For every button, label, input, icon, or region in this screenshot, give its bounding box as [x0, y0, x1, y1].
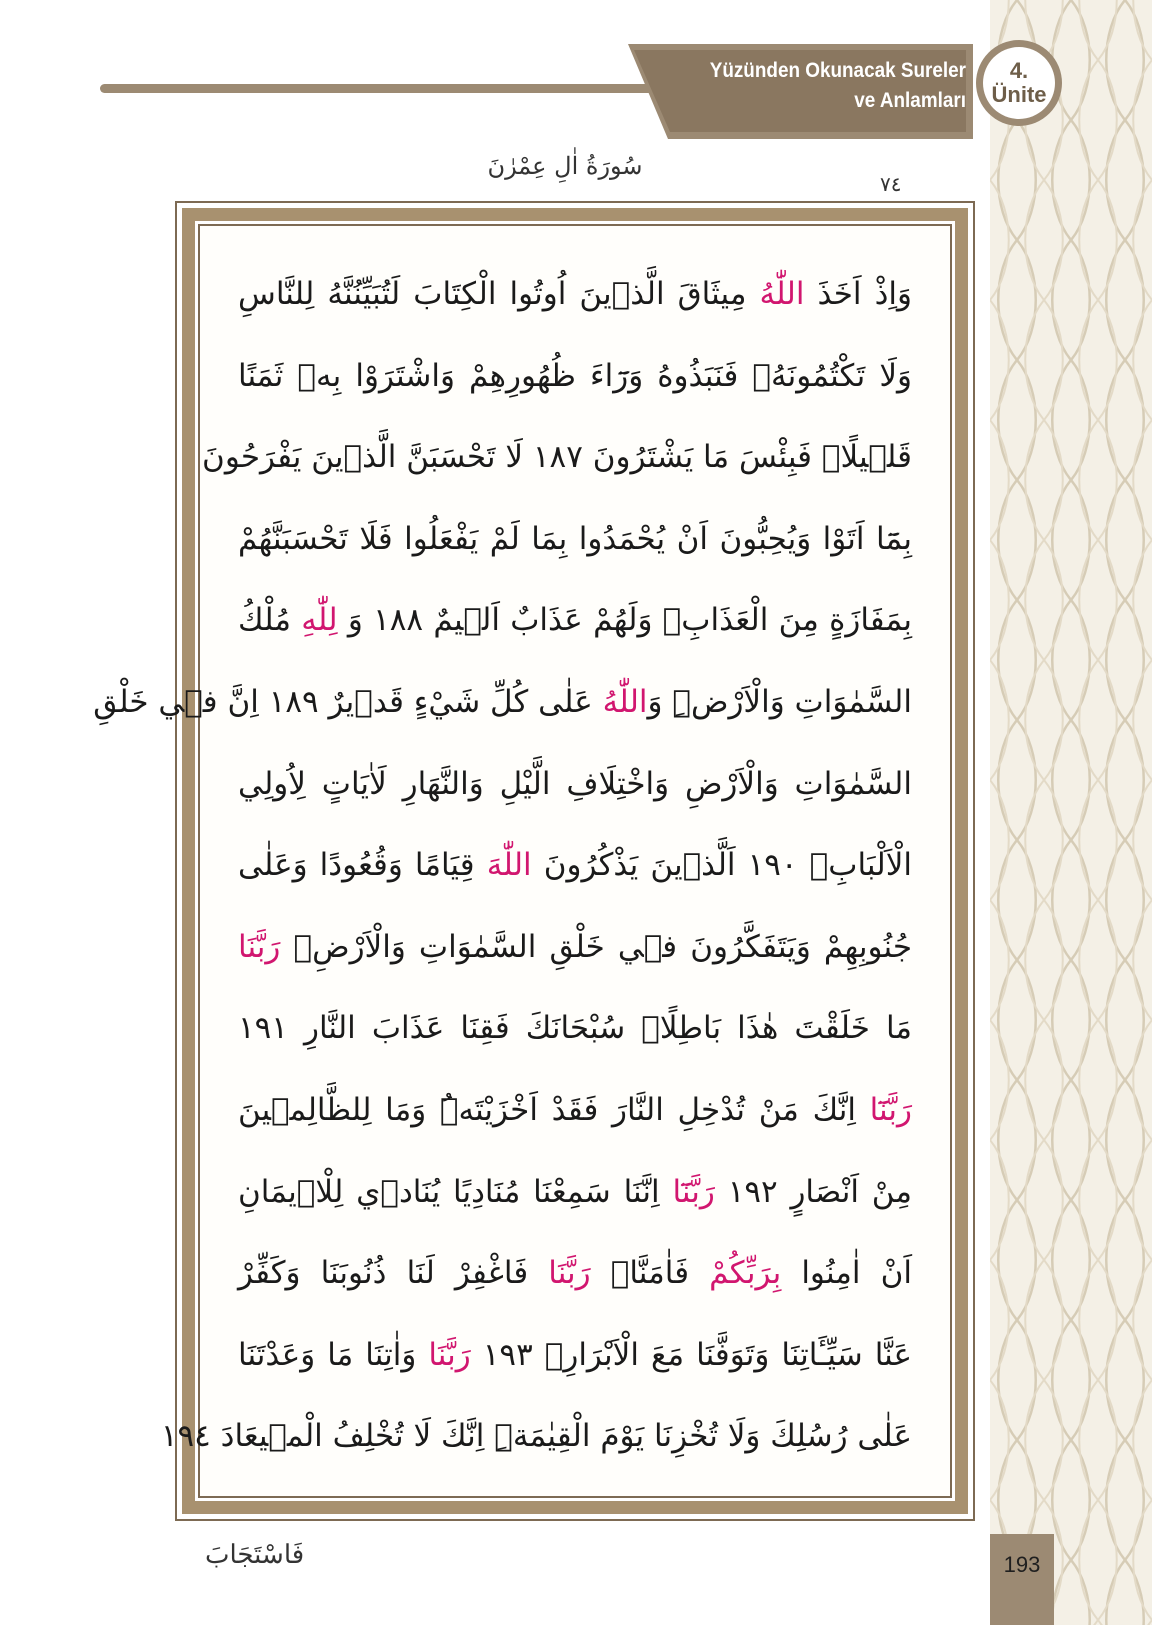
- verse-line: [93, 662, 912, 744]
- verse-text: وَاٰتِنَا مَا وَعَدْتَنَا: [238, 1336, 429, 1373]
- header-bar: [100, 84, 675, 93]
- page-number: 193: [1003, 1552, 1041, 1577]
- unit-number: 4.: [1009, 58, 1029, 83]
- divine-name-highlight: رَبَّنَٓا: [672, 1173, 715, 1210]
- verse-text: جُنُوبِهِمْ وَيَتَفَكَّرُونَ فٖي خَلْقِ السَّمٰوَاتِ وَالْاَرْضِۚ: [280, 928, 912, 965]
- verse-line: [238, 580, 912, 662]
- verse-text: اَنْ اٰمِنُوا: [781, 1255, 912, 1292]
- divine-name-highlight: اللّٰهُ: [602, 683, 648, 720]
- verse-line: [238, 988, 912, 1070]
- frame-inner-border: [93, 224, 952, 1498]
- verse-line: [238, 907, 912, 989]
- header-title-line2: ve Anlamları: [854, 89, 966, 112]
- verse-line: [238, 1070, 912, 1152]
- page-number-box: [990, 1534, 1054, 1625]
- verse-text: قِيَامًا وَقُعُودًا وَعَلٰى: [238, 847, 487, 884]
- catchword: فَاسْتَجَابَ: [205, 1540, 305, 1570]
- verse-text: وَلَا تَكْتُمُونَهُۘ فَنَبَذُوهُ وَرَٓاءَ ظُهُورِهِمْ وَاشْتَرَوْا بِهٖ ثَمَنًا: [238, 357, 912, 394]
- divine-name-highlight: رَبَّنَا: [238, 928, 281, 965]
- verse-text: عَنَّا سَيِّـَٔاتِنَا وَتَوَفَّنَا مَعَ الْاَبْرَارِۚ ١٩٣: [470, 1336, 912, 1373]
- verse-text: السَّمٰوَاتِ وَالْاَرْضِ وَاخْتِلَافِ الَّيْلِ وَالنَّهَارِ لَاٰيَاتٍ لِاُولِي: [238, 765, 912, 802]
- decorative-pattern-strip: [990, 0, 1152, 1625]
- divine-name-highlight: اللّٰهَ: [486, 847, 532, 884]
- verse-text: عَلٰى رُسُلِكَ وَلَا تُخْزِنَا يَوْمَ الْقِيٰمَةِۜ اِنَّكَ لَا تُخْلِفُ الْمٖيعَادَ ١٩٤: [160, 1418, 912, 1455]
- verse-text: مِنْ اَنْصَارٍ ١٩٢: [714, 1173, 913, 1210]
- divine-name-highlight: اللّٰهُ: [759, 276, 805, 312]
- divine-name-highlight: رَبَّنَٓا: [869, 1091, 912, 1128]
- quran-text-area: [93, 254, 913, 1478]
- verse-text: فَاٰمَنَّاۗ: [590, 1255, 710, 1292]
- frame-border: [93, 208, 968, 1514]
- verse-text: فَاغْفِرْ لَنَا ذُنُوبَنَا وَكَفِّرْ: [238, 1255, 549, 1292]
- verse-line: [202, 417, 912, 499]
- verse-line: [238, 1152, 912, 1234]
- header-title: [691, 56, 966, 116]
- verse-text: مِيثَاقَ الَّذٖينَ اُوتُوا الْكِتَابَ لَتُبَيِّنُنَّهُ لِلنَّاسِ: [238, 276, 760, 312]
- verse-text: اِنَّنَا سَمِعْنَا مُنَادِيًا يُنَادٖي لِلْاٖيمَانِ: [238, 1173, 673, 1210]
- verse-text: مُلْكُ: [238, 602, 302, 639]
- verse-line: [238, 1233, 912, 1315]
- divine-name-highlight: رَبَّنَا: [548, 1255, 591, 1292]
- verse-line: [238, 1315, 912, 1397]
- quran-page-frame: [93, 201, 975, 1521]
- mushaf-page-number: ٧٤: [880, 172, 902, 196]
- unit-badge: [976, 40, 1062, 126]
- verse-text: بِمَٓا اَتَوْا وَيُحِبُّونَ اَنْ يُحْمَدُوا بِمَا لَمْ يَفْعَلُوا فَلَا تَحْسَبَنَّهُمْ: [238, 520, 912, 557]
- verse-text: الْاَلْبَابِۚ ١٩٠ اَلَّذٖينَ يَذْكُرُونَ: [531, 847, 912, 884]
- verse-line: [238, 499, 912, 581]
- divine-name-highlight: لِلّٰهِ: [301, 602, 338, 639]
- verse-text: وَاِذْ اَخَذَ: [804, 276, 912, 312]
- verse-text: عَلٰى كُلِّ شَيْءٍ قَدٖيرٌ ١٨٩ اِنَّ فٖي خَلْقِ: [93, 683, 603, 720]
- unit-label: Ünite: [991, 82, 1047, 107]
- divine-name-highlight: رَبَّنَا: [428, 1336, 471, 1373]
- surah-name: سُورَةُ اٰلِ عِمْرٰنَ: [487, 152, 643, 180]
- verse-text: قَلٖيلًاۜ فَبِئْسَ مَا يَشْتَرُونَ ١٨٧ لَا تَحْسَبَنَّ الَّذٖينَ يَفْرَحُونَ: [202, 439, 912, 476]
- verse-text: بِمَفَازَةٍ مِنَ الْعَذَابِۚ وَلَهُمْ عَذَابٌ اَلٖيمٌ ١٨٨ وَ: [337, 602, 912, 639]
- verse-line: [238, 825, 912, 907]
- verse-line: [160, 1396, 912, 1478]
- verse-text: اِنَّكَ مَنْ تُدْخِلِ النَّارَ فَقَدْ اَخْزَيْتَهُۜ وَمَا لِلظَّالِمٖينَ: [238, 1091, 870, 1128]
- verse-line: [238, 254, 912, 336]
- verse-text: مَا خَلَقْتَ هٰذَا بَاطِلًاۚ سُبْحَانَكَ فَقِنَا عَذَابَ النَّارِ ١٩١: [238, 1010, 912, 1047]
- verse-text: السَّمٰوَاتِ وَالْاَرْضِۜ وَ: [647, 683, 912, 720]
- header-title-line1: Yüzünden Okunacak Sureler: [709, 59, 966, 82]
- verse-line: [238, 744, 912, 826]
- verse-line: [238, 336, 912, 418]
- divine-name-highlight: بِرَبِّكُمْ: [709, 1255, 782, 1292]
